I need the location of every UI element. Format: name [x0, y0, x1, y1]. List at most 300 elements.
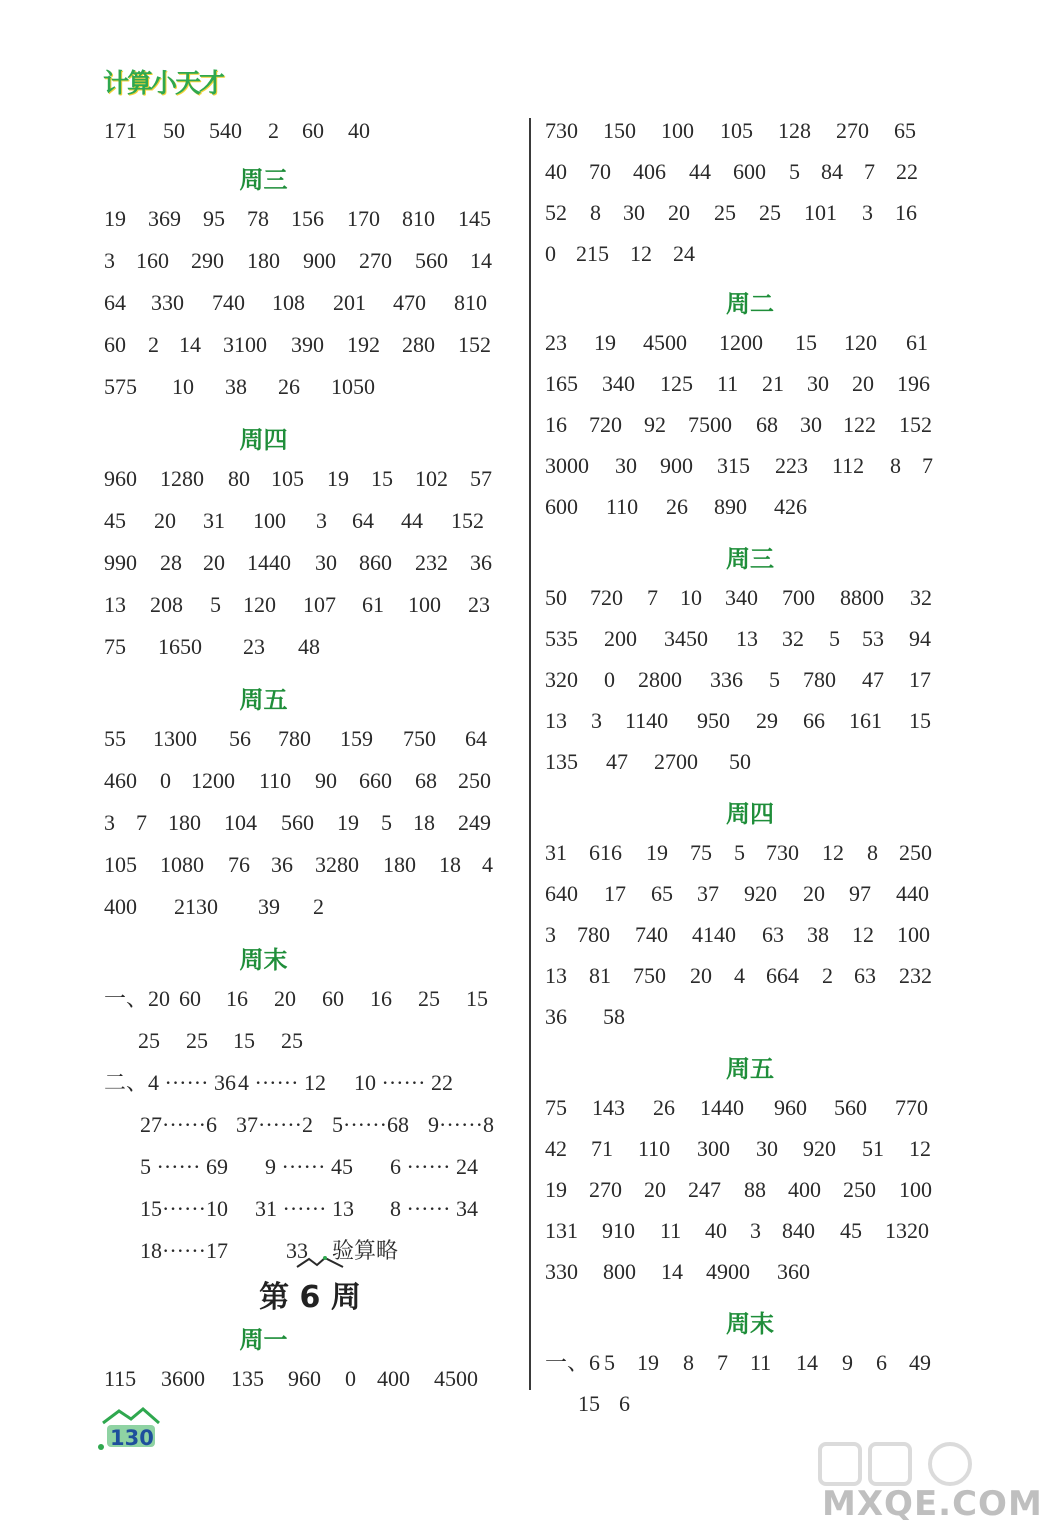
answer-value: 249 [458, 810, 491, 835]
answer-value: 6 [619, 1391, 630, 1416]
answer-value: 30 [807, 371, 829, 396]
answer-value: 31 [203, 508, 225, 533]
answer-value: 3450 [664, 626, 708, 651]
answer-value: 320 [545, 667, 578, 692]
answer-value: 63 [762, 922, 784, 947]
answer-value: 45 [840, 1218, 862, 1243]
answer-value: 740 [635, 922, 668, 947]
answer-value: 6 ······ 24 [390, 1154, 478, 1179]
answer-value: 110 [259, 768, 292, 793]
answer-value: 770 [895, 1095, 928, 1120]
answer-value: 32 [782, 626, 804, 651]
answer-value: 58 [603, 1004, 625, 1029]
answer-value: 92 [644, 412, 666, 437]
answer-value: 10 [680, 585, 702, 610]
answer-value: 68 [415, 768, 437, 793]
answer-value: 57 [470, 466, 492, 491]
answer-value: 7 [717, 1350, 728, 1375]
answer-value: 16 [545, 412, 567, 437]
answer-value: 3 [591, 708, 602, 733]
answer-value: 95 [203, 206, 225, 231]
answer-value: 23 [243, 634, 265, 659]
answer-value: 20 [154, 508, 176, 533]
answer-value: 208 [150, 592, 183, 617]
answer-value: 50 [729, 749, 751, 774]
answer-value: 18 [439, 852, 461, 877]
answer-value: 26 [653, 1095, 675, 1120]
answer-value: 3 [750, 1218, 761, 1243]
answer-value: 7 [922, 453, 933, 478]
answer-value: 161 [849, 708, 882, 733]
answer-value: 270 [589, 1177, 622, 1202]
answer-value: 84 [821, 159, 843, 184]
answer-value: 810 [402, 206, 435, 231]
answer-value: 1080 [160, 852, 204, 877]
answer-value: 2 [822, 963, 833, 988]
answer-value: 5 [381, 810, 392, 835]
answer-value: 920 [803, 1136, 836, 1161]
answer-value: 49 [909, 1350, 931, 1375]
answer-value: 48 [298, 634, 320, 659]
week-title: 第 6 周 [259, 1280, 361, 1315]
answer-value: 720 [589, 412, 622, 437]
answer-value: 270 [359, 248, 392, 273]
answer-value: 8 [890, 453, 901, 478]
answer-value: 8 [590, 200, 601, 225]
answer-value: 192 [347, 332, 380, 357]
answer-value: 960 [104, 466, 137, 491]
answer-value: 104 [224, 810, 257, 835]
answer-value: 64 [104, 290, 126, 315]
answer-value: 122 [843, 412, 876, 437]
answer-value: 15 [371, 466, 393, 491]
answer-value: 2 [148, 332, 159, 357]
answer-value: 76 [228, 852, 250, 877]
answer-value: 2130 [174, 894, 218, 919]
answer-value: 18 [413, 810, 435, 835]
answer-value: 330 [545, 1259, 578, 1284]
answer-value: 75 [690, 840, 712, 865]
answer-value: 97 [849, 881, 871, 906]
answer-value: 24 [673, 241, 695, 266]
answer-value: 290 [191, 248, 224, 273]
section-heading: 周二 [726, 290, 774, 318]
answer-value: 42 [545, 1136, 567, 1161]
answer-value: 40 [545, 159, 567, 184]
answer-value: 232 [415, 550, 448, 575]
answer-value: 730 [545, 118, 578, 143]
answer-value: 80 [228, 466, 250, 491]
section-heading: 周五 [726, 1055, 774, 1083]
answer-value: 100 [897, 922, 930, 947]
answer-value: 7500 [688, 412, 732, 437]
answer-value: 90 [315, 768, 337, 793]
answer-value: 2 [313, 894, 324, 919]
answer-value: 810 [454, 290, 487, 315]
answer-value: 25 [138, 1028, 160, 1053]
answer-value: 28 [160, 550, 182, 575]
answer-value: 135 [231, 1366, 264, 1391]
answer-value: 180 [383, 852, 416, 877]
answer-value: 44 [689, 159, 711, 184]
answer-value: 13 [545, 708, 567, 733]
answer-value: 108 [272, 290, 305, 315]
answer-value: 20 [852, 371, 874, 396]
answer-value: 250 [843, 1177, 876, 1202]
answer-value: 26 [278, 374, 300, 399]
answer-value: 156 [291, 206, 324, 231]
section-heading: 周四 [239, 426, 288, 454]
answer-value: 51 [862, 1136, 884, 1161]
answer-value: 20 [274, 986, 296, 1011]
answer-value: 3 [862, 200, 873, 225]
answer-value: 400 [788, 1177, 821, 1202]
answer-value: 660 [359, 768, 392, 793]
answer-value: 9 ······ 45 [265, 1154, 353, 1179]
answer-value: 25 [759, 200, 781, 225]
answer-value: 120 [243, 592, 276, 617]
answer-value: 17 [909, 667, 931, 692]
answer-value: 470 [393, 290, 426, 315]
answer-value: 16 [370, 986, 392, 1011]
answer-value: 180 [168, 810, 201, 835]
answer-value: 165 [545, 371, 578, 396]
answer-value: 19 [594, 330, 616, 355]
answer-value: 5 [769, 667, 780, 692]
answer-value: 3600 [161, 1366, 205, 1391]
answer-value: 20 [803, 881, 825, 906]
watermark-logo-icon [818, 1440, 988, 1490]
answer-value: 315 [717, 453, 750, 478]
answer-value: 14 [661, 1259, 683, 1284]
answer-value: 300 [697, 1136, 730, 1161]
answer-value: 10 ······ 22 [354, 1070, 453, 1095]
answer-value: 1440 [700, 1095, 744, 1120]
answer-value: 36 [271, 852, 293, 877]
answer-value: 780 [278, 726, 311, 751]
answer-value: 23 [545, 330, 567, 355]
answer-value: 600 [733, 159, 766, 184]
answer-value: 65 [894, 118, 916, 143]
answer-value: 5 [829, 626, 840, 651]
answer-value: 0 [604, 667, 615, 692]
answer-value: 二、4 ······ 36 [104, 1070, 236, 1095]
answer-value: 406 [633, 159, 666, 184]
answer-value: 112 [832, 453, 865, 478]
answer-value: 201 [333, 290, 366, 315]
answer-value: 13 [104, 592, 126, 617]
answer-value: 61 [906, 330, 928, 355]
answer-value: 一、6 [545, 1350, 601, 1375]
answer-value: 740 [212, 290, 245, 315]
answer-value: 105 [720, 118, 753, 143]
answer-value: 152 [458, 332, 491, 357]
answer-value: 180 [247, 248, 280, 273]
answer-value: 30 [315, 550, 337, 575]
answer-value: 426 [774, 494, 807, 519]
answer-value: 720 [590, 585, 623, 610]
answer-value: 1050 [331, 374, 375, 399]
answer-value: 9······8 [428, 1112, 494, 1137]
answer-value: 15······10 [140, 1196, 228, 1221]
answer-value: 110 [606, 494, 639, 519]
answer-value: 664 [766, 963, 799, 988]
answer-value: 40 [348, 118, 370, 143]
answer-value: 107 [303, 592, 336, 617]
answer-value: 2 [268, 118, 279, 143]
answer-value: 5······68 [332, 1112, 409, 1137]
answer-value: 47 [606, 749, 628, 774]
answer-value: 47 [862, 667, 884, 692]
answer-value: 94 [909, 626, 931, 651]
answer-value: 7 [647, 585, 658, 610]
answer-value: 890 [714, 494, 747, 519]
answer-value: 60 [179, 986, 201, 1011]
answer-value: 960 [288, 1366, 321, 1391]
answer-value: 910 [602, 1218, 635, 1243]
answer-value: 19 [327, 466, 349, 491]
answer-value: 20 [203, 550, 225, 575]
answer-value: 37······2 [236, 1112, 313, 1137]
answer-value: 102 [415, 466, 448, 491]
answer-value: 7 [136, 810, 147, 835]
answer-value: 115 [104, 1366, 137, 1391]
answer-value: 960 [774, 1095, 807, 1120]
answer-value: 11 [660, 1218, 682, 1243]
answer-value: 13 [736, 626, 758, 651]
answer-value: 128 [778, 118, 811, 143]
answer-value: 26 [666, 494, 688, 519]
answer-value: 250 [899, 840, 932, 865]
answer-value: 19 [337, 810, 359, 835]
answer-value: 68 [756, 412, 778, 437]
answer-value: 0 [345, 1366, 356, 1391]
answer-value: 64 [465, 726, 487, 751]
answer-value: 81 [589, 963, 611, 988]
answer-value: 616 [589, 840, 622, 865]
answer-value: 270 [836, 118, 869, 143]
answer-value: 730 [766, 840, 799, 865]
answer-value: 700 [782, 585, 815, 610]
week-title-decoration-icon [295, 1255, 345, 1271]
answer-value: 336 [710, 667, 743, 692]
answer-value: 1200 [191, 768, 235, 793]
answer-value: 860 [359, 550, 392, 575]
answer-value: 247 [688, 1177, 721, 1202]
answer-value: 2800 [638, 667, 682, 692]
answer-value: 70 [589, 159, 611, 184]
answer-value: 1200 [719, 330, 763, 355]
section-heading: 周三 [239, 166, 288, 194]
answer-value: 36 [545, 1004, 567, 1029]
answer-value: 232 [899, 963, 932, 988]
answer-value: 990 [104, 550, 137, 575]
answer-value: 88 [744, 1177, 766, 1202]
answer-value: 750 [633, 963, 666, 988]
answer-value: 52 [545, 200, 567, 225]
answer-value: 27······6 [140, 1112, 217, 1137]
answer-value: 1300 [153, 726, 197, 751]
answer-value: 37 [697, 881, 719, 906]
answer-value: 8 ······ 34 [390, 1196, 478, 1221]
answer-value: 143 [592, 1095, 625, 1120]
answer-value: 71 [591, 1136, 613, 1161]
answer-value: 23 [468, 592, 490, 617]
answer-value: 1140 [625, 708, 669, 733]
answer-value: 64 [352, 508, 374, 533]
answer-value: 200 [604, 626, 637, 651]
answer-value: 340 [602, 371, 635, 396]
answer-value: 33 [286, 1238, 308, 1263]
answer-value: 4140 [692, 922, 736, 947]
answer-value: 223 [775, 453, 808, 478]
answer-value: 61 [362, 592, 384, 617]
answer-value: 400 [377, 1366, 410, 1391]
answer-value: 575 [104, 374, 137, 399]
answer-value: 170 [347, 206, 380, 231]
answer-value: 65 [651, 881, 673, 906]
answer-value: 25 [281, 1028, 303, 1053]
answer-value: 840 [782, 1218, 815, 1243]
answer-value: 22 [896, 159, 918, 184]
answer-value: 25 [418, 986, 440, 1011]
answer-value: 2700 [654, 749, 698, 774]
section-heading: 周末 [239, 946, 288, 974]
answer-value: 120 [844, 330, 877, 355]
answer-value: 60 [302, 118, 324, 143]
answer-value: 8 [867, 840, 878, 865]
answer-value: 950 [697, 708, 730, 733]
answer-value: 1440 [247, 550, 291, 575]
answer-value: 21 [762, 371, 784, 396]
answer-value: 920 [744, 881, 777, 906]
answer-value: 78 [247, 206, 269, 231]
answer-value: 460 [104, 768, 137, 793]
answer-value: 25 [186, 1028, 208, 1053]
answer-value: 10 [172, 374, 194, 399]
answer-value: 44 [401, 508, 423, 533]
answer-value: 16 [895, 200, 917, 225]
answer-value: 400 [104, 894, 137, 919]
answer-value: 9 [842, 1350, 853, 1375]
answer-value: 1320 [885, 1218, 929, 1243]
answer-value: 29 [756, 708, 778, 733]
answer-value: 100 [899, 1177, 932, 1202]
answer-value: 5 [210, 592, 221, 617]
answer-value: 36 [470, 550, 492, 575]
answer-value: 15 [909, 708, 931, 733]
answer-value: 100 [661, 118, 694, 143]
answer-value: 30 [756, 1136, 778, 1161]
answer-value: 360 [777, 1259, 810, 1284]
answer-value: 4 ······ 12 [238, 1070, 326, 1095]
answer-value: 369 [148, 206, 181, 231]
answer-value: 30 [623, 200, 645, 225]
answer-value: 780 [577, 922, 610, 947]
section-heading: 周一 [239, 1326, 288, 1354]
answer-value: 38 [807, 922, 829, 947]
answer-value: 16 [226, 986, 248, 1011]
answer-value: 4 [734, 963, 745, 988]
answer-value: 18······17 [140, 1238, 228, 1263]
answer-value: 280 [402, 332, 435, 357]
answer-value: 150 [603, 118, 636, 143]
answer-value: 640 [545, 881, 578, 906]
answer-value: 4500 [643, 330, 687, 355]
answer-value: 215 [576, 241, 609, 266]
answer-value: 100 [408, 592, 441, 617]
answer-value: 60 [104, 332, 126, 357]
answer-value: 30 [800, 412, 822, 437]
answer-value: 3 [104, 248, 115, 273]
answer-value: 20 [690, 963, 712, 988]
answer-value: 800 [603, 1259, 636, 1284]
answer-value: 171 [104, 118, 137, 143]
answer-value: 11 [750, 1350, 772, 1375]
answer-value: 45 [104, 508, 126, 533]
answer-value: 12 [822, 840, 844, 865]
section-heading: 周末 [726, 1310, 774, 1338]
answer-value: 15 [578, 1391, 600, 1416]
answer-value: 3100 [223, 332, 267, 357]
answer-value: 15 [233, 1028, 255, 1053]
answer-value: 75 [545, 1095, 567, 1120]
answer-value: 110 [638, 1136, 671, 1161]
answer-value: 330 [151, 290, 184, 315]
answer-value: 3280 [315, 852, 359, 877]
answer-value: 30 [615, 453, 637, 478]
answer-value: 14 [470, 248, 492, 273]
answer-value: 31 ······ 13 [255, 1196, 354, 1221]
answer-value: 560 [834, 1095, 867, 1120]
answer-value: 250 [458, 768, 491, 793]
answer-value: 17 [604, 881, 626, 906]
answer-value: 3000 [545, 453, 589, 478]
answer-value: 8 [683, 1350, 694, 1375]
answer-value: 3 [104, 810, 115, 835]
answer-value: 3 [316, 508, 327, 533]
answer-value: 0 [160, 768, 171, 793]
answer-value: 8800 [840, 585, 884, 610]
answer-value: 101 [804, 200, 837, 225]
answer-value: 13 [545, 963, 567, 988]
answer-value: 55 [104, 726, 126, 751]
answer-value: 31 [545, 840, 567, 865]
answer-value: 131 [545, 1218, 578, 1243]
answer-value: 535 [545, 626, 578, 651]
answer-value: 20 [644, 1177, 666, 1202]
answer-value: 66 [803, 708, 825, 733]
section-heading: 周四 [726, 800, 774, 828]
answer-value: 7 [864, 159, 875, 184]
answer-value: 60 [322, 986, 344, 1011]
answer-value: 11 [717, 371, 739, 396]
answer-value: 125 [660, 371, 693, 396]
answer-value: 0 [545, 241, 556, 266]
answer-value: 560 [281, 810, 314, 835]
watermark-text: MXQE.COM [822, 1484, 1043, 1524]
book-logo: 计算小天才 [103, 69, 224, 99]
answer-value: 12 [909, 1136, 931, 1161]
answer-value: 145 [458, 206, 491, 231]
answer-value: 15 [466, 986, 488, 1011]
answer-value: 135 [545, 749, 578, 774]
answer-value: 159 [340, 726, 373, 751]
answer-value: 56 [229, 726, 251, 751]
answer-value: 4900 [706, 1259, 750, 1284]
answer-value: 5 [604, 1350, 615, 1375]
section-heading: 周五 [239, 686, 288, 714]
